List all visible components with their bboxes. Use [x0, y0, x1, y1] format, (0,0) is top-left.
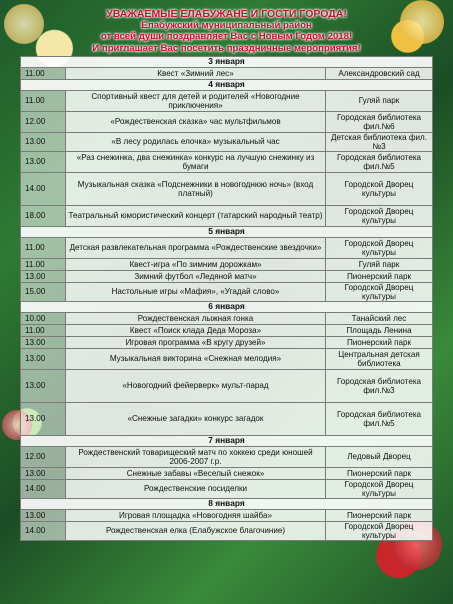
table-row — [21, 324, 433, 336]
event-time: 18.00 — [21, 205, 66, 226]
event-time: 11.00 — [21, 324, 66, 336]
event-place: Ледовый Дворец — [326, 446, 433, 467]
header-greeting: УВАЖАЕМЫЕ ЕЛАБУЖАНЕ И ГОСТИ ГОРОДА! — [106, 8, 347, 20]
event-title: Квест «Зимний лес» — [66, 67, 326, 79]
event-place: Городской Дворец культуры — [326, 521, 433, 540]
event-place: Городской Дворец культуры — [326, 479, 433, 498]
event-title: Игровая программа «В кругу друзей» — [66, 336, 326, 348]
table-row — [21, 282, 433, 301]
event-place: Пионерский парк — [326, 467, 433, 479]
events-table — [20, 56, 433, 541]
day-label: 6 января — [21, 301, 433, 312]
table-row — [21, 111, 433, 132]
day-header-row — [21, 435, 433, 446]
table-row — [21, 348, 433, 369]
table-row — [21, 402, 433, 435]
event-title: Детская развлекательная программа «Рождественские звездочки» — [66, 237, 326, 258]
table-row — [21, 509, 433, 521]
event-time: 13.00 — [21, 348, 66, 369]
event-time: 12.00 — [21, 111, 66, 132]
event-place: Площадь Ленина — [326, 324, 433, 336]
header-congratulation: от всей души поздравляет Вас с Новым Годом 2018! — [100, 31, 353, 43]
day-header-row — [21, 301, 433, 312]
day-label: 7 января — [21, 435, 433, 446]
event-time: 11.00 — [21, 67, 66, 79]
event-title: «Новогодний фейерверк» мульт-парад — [66, 369, 326, 402]
event-title: Настольные игры «Мафия», «Угадай слово» — [66, 282, 326, 301]
event-place: Гуляй парк — [326, 90, 433, 111]
event-time: 13.00 — [21, 467, 66, 479]
header-invitation: И приглашает Вас посетить праздничные мероприятия! — [92, 42, 361, 54]
day-header-row — [21, 56, 433, 67]
event-time: 15.00 — [21, 282, 66, 301]
event-title: Квест «Поиск клада Деда Мороза» — [66, 324, 326, 336]
event-title: Зимний футбол «Ледяной матч» — [66, 270, 326, 282]
table-row — [21, 521, 433, 540]
day-label: 4 января — [21, 79, 433, 90]
event-time: 10.00 — [21, 312, 66, 324]
event-time: 11.00 — [21, 258, 66, 270]
event-title: Спортивный квест для детей и родителей «Новогодние приключения» — [66, 90, 326, 111]
event-time: 13.00 — [21, 270, 66, 282]
table-row — [21, 446, 433, 467]
event-time: 13.00 — [21, 509, 66, 521]
event-title: Театральный юмористический концерт (татарский народный театр) — [66, 205, 326, 226]
day-header-row — [21, 79, 433, 90]
event-place: Городская библиотека фил.№5 — [326, 151, 433, 172]
table-row — [21, 467, 433, 479]
table-row — [21, 312, 433, 324]
table-row — [21, 369, 433, 402]
table-row — [21, 67, 433, 79]
table-row — [21, 258, 433, 270]
event-title: «В лесу родилась елочка» музыкальный час — [66, 132, 326, 151]
event-time: 13.00 — [21, 369, 66, 402]
event-title: Снежные забавы «Веселый снежок» — [66, 467, 326, 479]
event-place: Пионерский парк — [326, 509, 433, 521]
table-row — [21, 205, 433, 226]
event-title: Музыкальная сказка «Подснежники в новогоднюю ночь» (вход платный) — [66, 172, 326, 205]
table-row — [21, 336, 433, 348]
header-district: Елабужский муниципальный район — [141, 20, 312, 32]
event-place: Городская библиотека фил.№3 — [326, 369, 433, 402]
event-time: 14.00 — [21, 479, 66, 498]
event-place: Танайский лес — [326, 312, 433, 324]
day-header-row — [21, 498, 433, 509]
event-time: 13.00 — [21, 132, 66, 151]
table-row — [21, 172, 433, 205]
table-row — [21, 132, 433, 151]
day-label: 8 января — [21, 498, 433, 509]
day-label: 5 января — [21, 226, 433, 237]
event-title: «Снежные загадки» конкурс загадок — [66, 402, 326, 435]
event-time: 12.00 — [21, 446, 66, 467]
event-title: Рождественская елка (Елабужское благочиние) — [66, 521, 326, 540]
event-title: Рождественский товарищеский матч по хоккею среди юношей 2006-2007 г.р. — [66, 446, 326, 467]
poster — [20, 6, 433, 598]
event-time: 13.00 — [21, 336, 66, 348]
event-title: «Раз снежинка, два снежинка» конкурс на лучшую снежинку из бумаги — [66, 151, 326, 172]
event-time: 13.00 — [21, 402, 66, 435]
event-time: 14.00 — [21, 172, 66, 205]
event-place: Городской Дворец культуры — [326, 172, 433, 205]
day-label: 3 января — [21, 56, 433, 67]
event-time: 11.00 — [21, 237, 66, 258]
event-place: Гуляй парк — [326, 258, 433, 270]
event-place: Городской Дворец культуры — [326, 282, 433, 301]
event-title: Квест-игра «По зимним дорожкам» — [66, 258, 326, 270]
day-header-row — [21, 226, 433, 237]
event-place: Детская библиотека фил.№3 — [326, 132, 433, 151]
table-row — [21, 151, 433, 172]
event-title: «Рождественская сказка» час мультфильмов — [66, 111, 326, 132]
poster-header — [20, 9, 433, 54]
event-place: Городской Дворец культуры — [326, 205, 433, 226]
event-time: 11.00 — [21, 90, 66, 111]
table-row — [21, 90, 433, 111]
event-title: Рождественская лыжная гонка — [66, 312, 326, 324]
event-place: Городская библиотека фил.№6 — [326, 111, 433, 132]
event-place: Пионерский парк — [326, 270, 433, 282]
event-place: Городской Дворец культуры — [326, 237, 433, 258]
event-place: Александровский сад — [326, 67, 433, 79]
event-title: Музыкальная викторина «Снежная мелодия» — [66, 348, 326, 369]
event-time: 14.00 — [21, 521, 66, 540]
event-title: Рождественские посиделки — [66, 479, 326, 498]
event-title: Игровая площадка «Новогодняя шайба» — [66, 509, 326, 521]
event-time: 13.00 — [21, 151, 66, 172]
table-row — [21, 479, 433, 498]
table-row — [21, 270, 433, 282]
event-place: Центральная детская библиотека — [326, 348, 433, 369]
table-row — [21, 237, 433, 258]
event-place: Пионерский парк — [326, 336, 433, 348]
event-place: Городская библиотека фил.№5 — [326, 402, 433, 435]
